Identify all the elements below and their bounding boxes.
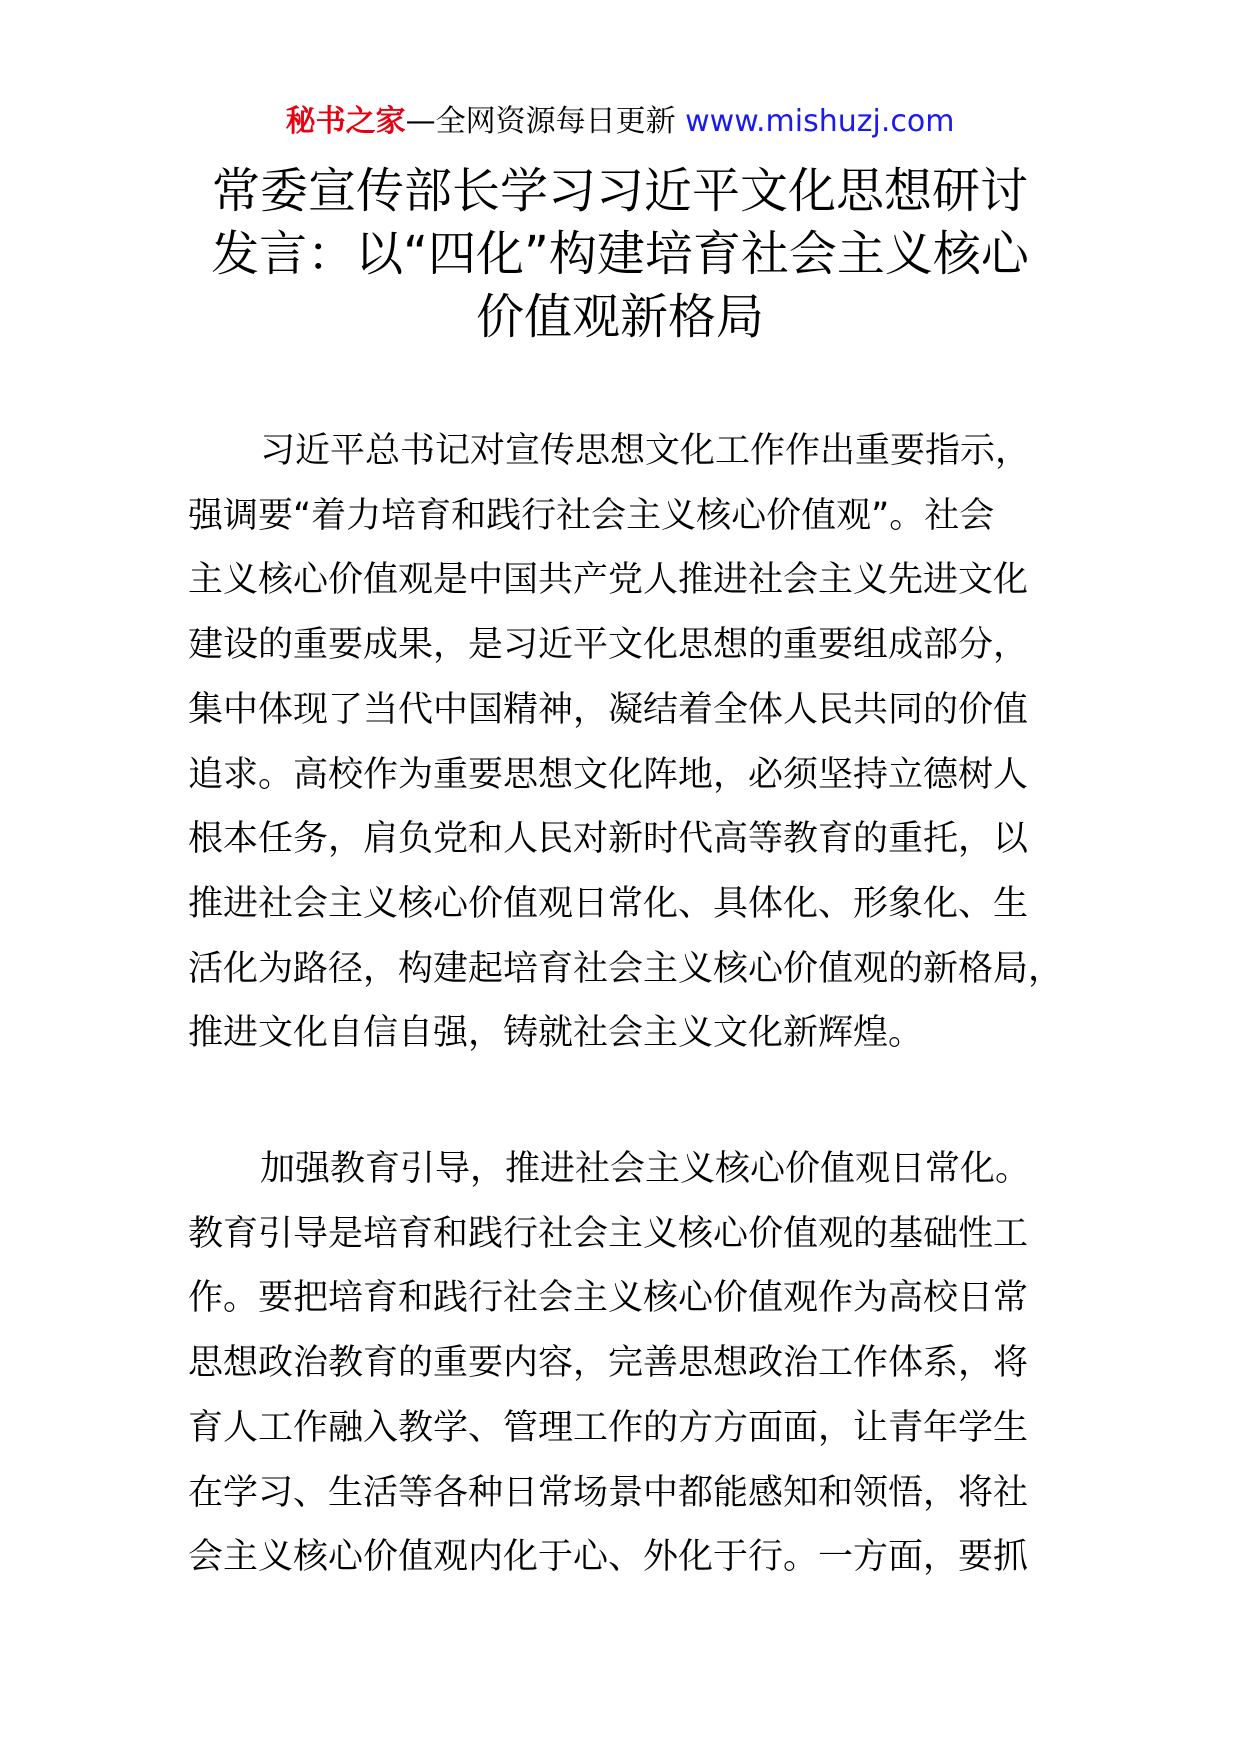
paragraph-line: 加强教育引导，推进社会主义核心价值观日常化。 [260,1149,1031,1189]
title-line: 常委宣传部长学习习近平文化思想研讨 [211,163,1028,219]
paragraph-line: 根本任务，肩负党和人民对新时代高等教育的重托，以 [188,819,1029,860]
brand-name: 秘书之家 [285,104,406,139]
title-line: 价值观新格局 [475,289,764,345]
site-url-link[interactable]: www.mishuzj.com [685,104,955,139]
site-header [0,100,1240,144]
paragraph-line: 推进社会主义核心价值观日常化、具体化、形象化、生 [188,883,1029,924]
paragraph-line: 建设的重要成果，是习近平文化思想的重要组成部分， [188,625,1029,666]
title-line: 发言：以“四化”构建培育社会主义核心 [211,226,1029,282]
body-paragraph-1 [188,419,1068,1066]
paragraph-line: 追求。高校作为重要思想文化阵地，必须坚持立德树人 [188,754,1029,795]
paragraph-line: 强调要“着力培育和践行社会主义核心价值观”。社会 [188,495,995,536]
paragraph-line: 思想政治教育的重要内容，完善思想政治工作体系，将 [188,1343,1029,1384]
paragraph-line: 集中体现了当代中国精神，凝结着全体人民共同的价值 [188,689,1029,730]
paragraph-line: 习近平总书记对宣传思想文化工作作出重要指示， [260,431,1031,471]
paragraph-line: 作。要把培育和践行社会主义核心价值观作为高校日常 [188,1278,1029,1319]
paragraph-line: 在学习、生活等各种日常场景中都能感知和领悟，将社 [188,1472,1029,1513]
paragraph-line: 推进文化自信自强，铸就社会主义文化新辉煌。 [188,1013,924,1054]
paragraph-line: 教育引导是培育和践行社会主义核心价值观的基础性工 [188,1213,1029,1254]
body-paragraph-2 [188,1137,1068,1590]
document-title [150,160,1090,349]
paragraph-line: 育人工作融入教学、管理工作的方方面面，让青年学生 [188,1407,1029,1448]
header-tagline: —全网资源每日更新 [405,104,676,139]
paragraph-line: 活化为路径，构建起培育社会主义核心价值观的新格局， [188,948,1064,989]
paragraph-line: 主义核心价值观是中国共产党人推进社会主义先进文化 [188,560,1029,601]
paragraph-line: 会主义核心价值观内化于心、外化于行。一方面，要抓 [188,1537,1029,1578]
